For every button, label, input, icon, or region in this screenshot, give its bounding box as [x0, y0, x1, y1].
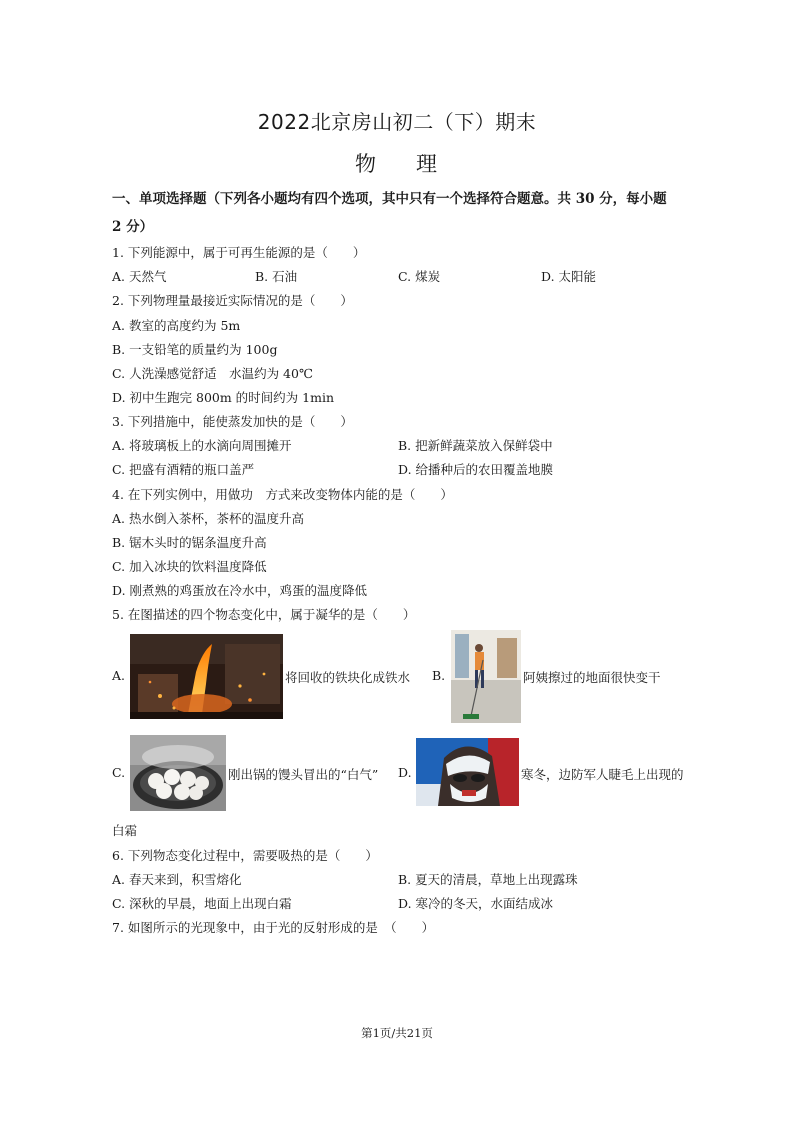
q4-option-a: A. 热水倒入茶杯，茶杯的温度升高 — [112, 511, 304, 526]
q6-option-a: A. 春天来到，积雪熔化 — [112, 872, 242, 887]
q5-option-c-text: 刚出锅的馒头冒出的“白气” — [228, 767, 379, 782]
q7-stem: 7. 如图所示的光现象中，由于光的反射形成的是 （ ） — [112, 920, 435, 935]
section-heading — [112, 185, 692, 241]
q1-option-b: B. 石油 — [255, 269, 298, 284]
q6-stem: 6. 下列物态变化过程中，需要吸热的是（ ） — [112, 848, 378, 863]
q6-option-b: B. 夏天的清晨，草地上出现露珠 — [398, 872, 578, 887]
molten-iron-photo — [130, 634, 283, 719]
q5-option-b-label: B. — [432, 668, 446, 683]
q2-stem: 2. 下列物理量最接近实际情况的是（ ） — [112, 293, 353, 308]
section-heading-line-1: 一、单项选择题（下列各小题均有四个选项，其中只有一个选择符合题意。共 30 分，每小题 — [112, 191, 667, 207]
q5-option-d-text-continued: 白霜 — [112, 823, 138, 838]
q3-stem: 3. 下列措施中，能使蒸发加快的是（ ） — [112, 414, 353, 429]
q5-option-d-label: D. — [398, 765, 412, 780]
q5-stem: 5. 在图描述的四个物态变化中，属于凝华的是（ ） — [112, 607, 416, 622]
q2-option-c: C. 人洗澡感觉舒适 水温约为 40℃ — [112, 366, 313, 381]
q1-stem: 1. 下列能源中，属于可再生能源的是（ ） — [112, 245, 366, 260]
q5-option-d-text: 寒冬，边防军人睫毛上出现的 — [521, 767, 684, 782]
subject-title — [0, 148, 794, 178]
subject-char-2: 理 — [416, 152, 439, 176]
q2-option-a: A. 教室的高度约为 5m — [112, 318, 241, 333]
q1-option-c: C. 煤炭 — [398, 269, 441, 284]
steamed-buns-photo — [130, 735, 226, 811]
q6-option-c: C. 深秋的早晨，地面上出现白霜 — [112, 896, 292, 911]
q5-option-a-label: A. — [112, 668, 126, 683]
page-number: 第1页/共21页 — [361, 1026, 433, 1040]
section-heading-line-2: 2 分） — [112, 219, 154, 235]
q3-option-b: B. 把新鲜蔬菜放入保鲜袋中 — [398, 438, 553, 453]
frosted-soldier-photo — [416, 738, 519, 806]
q4-option-d: D. 刚煮熟的鸡蛋放在冷水中，鸡蛋的温度降低 — [112, 583, 368, 598]
q1-option-a: A. 天然气 — [112, 269, 167, 284]
q4-option-c: C. 加入冰块的饮料温度降低 — [112, 559, 267, 574]
q4-option-b: B. 锯木头时的锯条温度升高 — [112, 535, 267, 550]
q6-option-d: D. 寒冷的冬天，水面结成冰 — [398, 896, 554, 911]
q4-stem: 4. 在下列实例中，用做功 方式来改变物体内能的是（ ） — [112, 487, 453, 502]
subject-char-1: 物 — [355, 152, 378, 176]
q3-option-c: C. 把盛有酒精的瓶口盖严 — [112, 462, 255, 477]
q3-option-d: D. 给播种后的农田覆盖地膜 — [398, 462, 554, 477]
q5-option-c-label: C. — [112, 765, 126, 780]
exam-title: 2022北京房山初二（下）期末 — [257, 110, 537, 134]
q3-option-a: A. 将玻璃板上的水滴向周围摊开 — [112, 438, 292, 453]
q2-option-d: D. 初中生跑完 800m 的时间约为 1min — [112, 390, 335, 405]
q2-option-b: B. 一支铅笔的质量约为 100g — [112, 342, 278, 357]
q5-option-a-text: 将回收的铁块化成铁水 — [285, 670, 411, 685]
mopping-floor-photo — [451, 630, 521, 723]
q5-option-b-text: 阿姨擦过的地面很快变干 — [523, 670, 661, 685]
q1-option-d: D. 太阳能 — [541, 269, 597, 284]
